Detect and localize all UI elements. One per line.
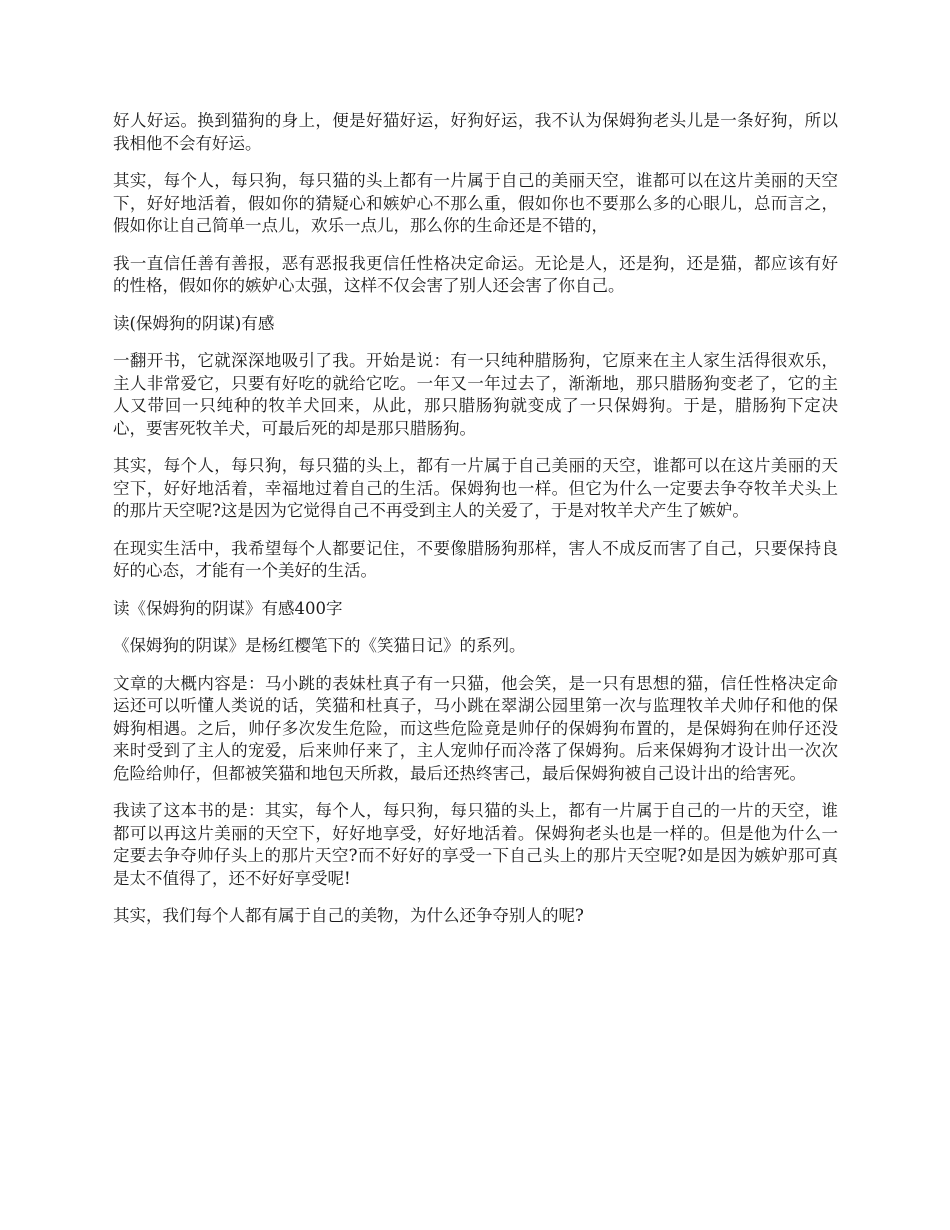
paragraph: 其实，我们每个人都有属于自己的美物，为什么还争夺别人的呢?	[113, 906, 584, 925]
paragraph: 我读了这本书的是：其实，每个人，每只狗，每只猫的头上，都有一片属于自己的一片的天空，谁都可以再这片美丽的天空下，好好地享受，好好地活着。保姆狗老头也是一样的。但是他为什么一定要去争夺帅仔头上的那片天空?而不好好的享受一下自己头上的那片天空呢?如是因为嫉妒那可真是太不值得了，还不好好享受呢!	[113, 801, 838, 888]
paragraph: 好人好运。换到猫狗的身上，便是好猫好运，好狗好运，我不认为保姆狗老头儿是一条好狗，所以我相他不会有好运。	[113, 111, 838, 153]
section-heading: 读《保姆狗的阴谋》有感400字	[113, 598, 343, 618]
section-heading: 读(保姆狗的阴谋)有感	[113, 313, 275, 333]
paragraph: 其实，每个人，每只狗，每只猫的头上，都有一片属于自己美丽的天空，谁都可以在这片美丽的天空下，好好地活着，幸福地过着自己的生活。保姆狗也一样。但它为什么一定要去争夺牧羊犬头上的那片天空呢?这是因为它觉得自己不再受到主人的关爱了，于是对牧羊犬产生了嫉妒。	[113, 456, 838, 520]
paragraph: 文章的大概内容是：马小跳的表妹杜真子有一只猫，他会笑，是一只有思想的猫，信任性格决定命运还可以听懂人类说的话，笑猫和杜真子，马小跳在翠湖公园里第一次与监理牧羊犬帅仔和他的保姆狗相遇。之后，帅仔多次发生危险，而这些危险竟是帅仔的保姆狗布置的，是保姆狗在帅仔还没来时受到了主人的宠爱，后来帅仔来了，主人宠帅仔而冷落了保姆狗。后来保姆狗才设计出一次次危险给帅仔，但都被笑猫和地包天所救，最后还热终害己，最后保姆狗被自己设计出的给害死。	[113, 673, 838, 783]
document-body	[113, 110, 838, 928]
paragraph: 其实，每个人，每只狗，每只猫的头上都有一片属于自己的美丽天空，谁都可以在这片美丽的天空下，好好地活着，假如你的猜疑心和嫉妒心不那么重，假如你也不要那么多的心眼儿，总而言之，假如你让自己简单一点儿，欢乐一点儿，那么你的生命还是不错的，	[113, 171, 838, 235]
paragraph: 我一直信任善有善报，恶有恶报我更信任性格决定命运。无论是人，还是狗，还是猫，都应该有好的性格，假如你的嫉妒心太强，这样不仅会害了别人还会害了你自己。	[113, 253, 838, 295]
paragraph: 《保姆狗的阴谋》是杨红樱笔下的《笑猫日记》的系列。	[113, 636, 526, 655]
paragraph: 在现实生活中，我希望每个人都要记住，不要像腊肠狗那样，害人不成反而害了自己，只要保持良好的心态，才能有一个美好的生活。	[113, 538, 838, 580]
paragraph: 一翻开书，它就深深地吸引了我。开始是说：有一只纯种腊肠狗，它原来在主人家生活得很欢乐，主人非常爱它，只要有好吃的就给它吃。一年又一年过去了，渐渐地，那只腊肠狗变老了，它的主人又带回一只纯种的牧羊犬回来，从此，那只腊肠狗就变成了一只保姆狗。于是，腊肠狗下定决心，要害死牧羊犬，可最后死的却是那只腊肠狗。	[113, 351, 838, 438]
